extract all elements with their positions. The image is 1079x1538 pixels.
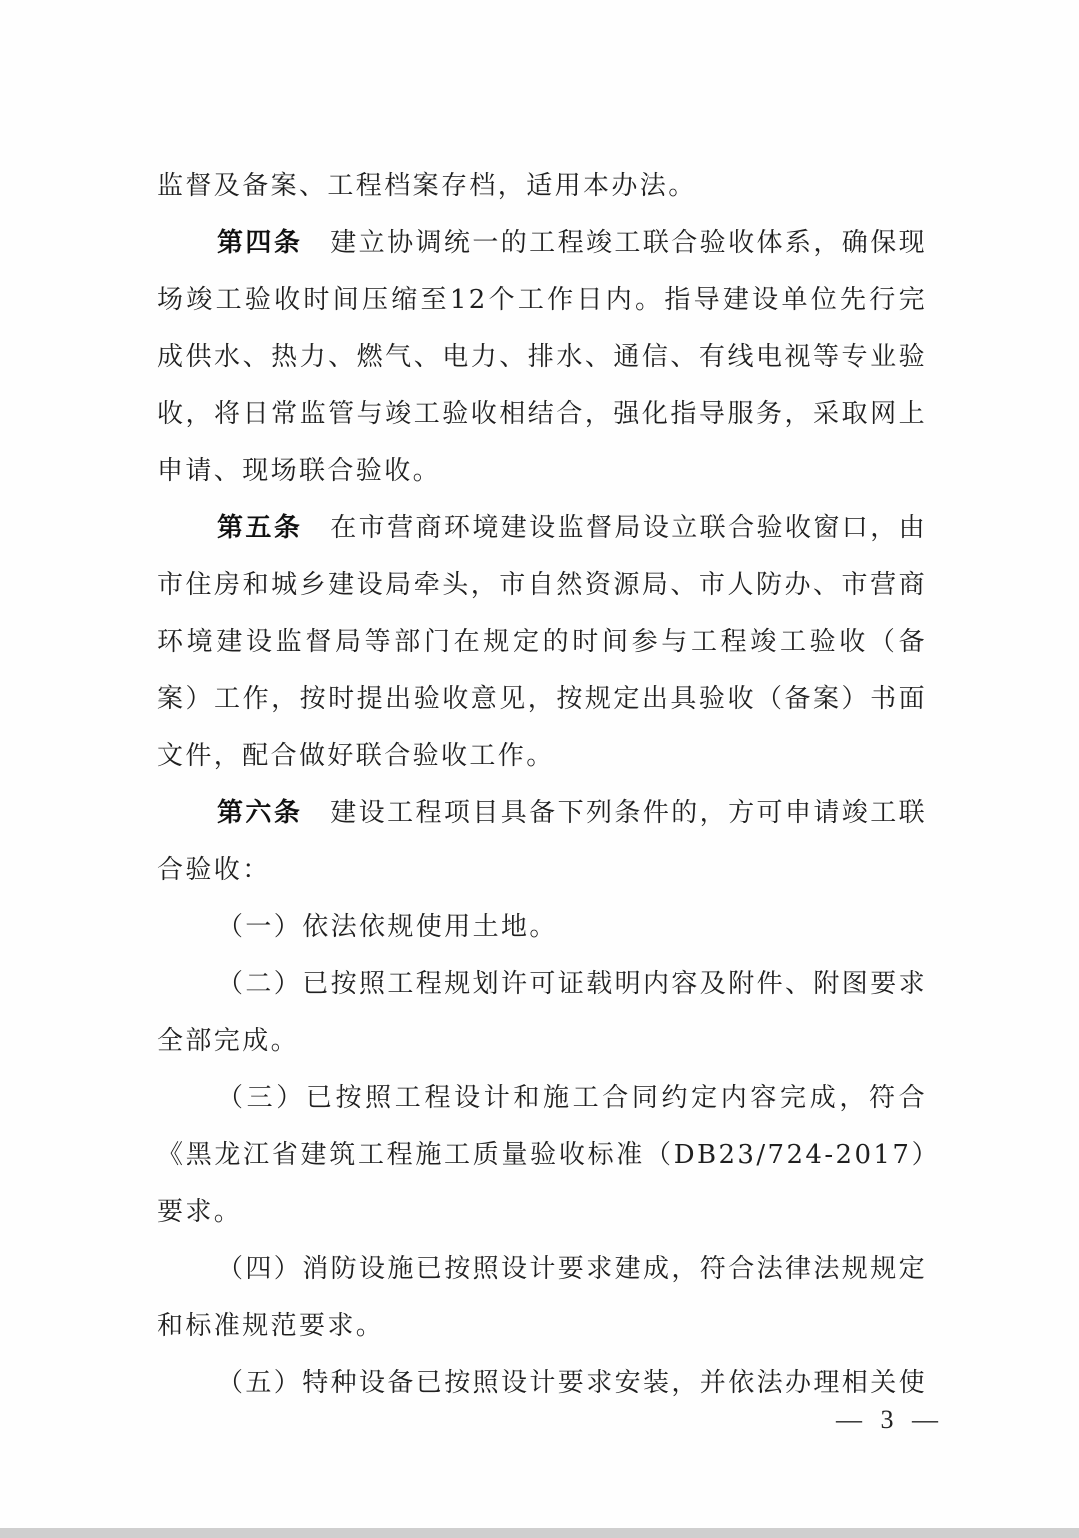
article-heading: 第六条: [217, 798, 303, 828]
page-bottom-edge: [0, 1528, 1079, 1538]
condition-item-1: [157, 899, 927, 956]
article-heading: 第四条: [217, 228, 303, 258]
condition-text: （三）已按照工程设计和施工合同约定内容完成，符合《黑龙江省建筑工程施工质量验收标准（DB23/724-2017）要求。: [157, 1083, 927, 1227]
article-5: [157, 500, 927, 785]
article-4: [157, 215, 927, 500]
article-text: 建设工程项目具备下列条件的，方可申请竣工联合验收：: [157, 798, 928, 885]
condition-text: （一）依法依规使用土地。: [217, 912, 558, 942]
article-text: 建立协调统一的工程竣工联合验收体系，确保现场竣工验收时间压缩至12个工作日内。指导建设单位先行完成供水、热力、燃气、电力、排水、通信、有线电视等专业验收，将日常监管与竣工验收相结合，强化指导服务，采取网上申请、现场联合验收。: [157, 228, 928, 486]
condition-item-2: [157, 956, 927, 1070]
body-text: [157, 158, 927, 1412]
page-number: — 3 —: [836, 1405, 944, 1434]
condition-text: （五）特种设备已按照设计要求安装，并依法办理相关使: [217, 1368, 928, 1398]
paragraph-text: 监督及备案、工程档案存档，适用本办法。: [157, 171, 697, 201]
article-text: 在市营商环境建设监督局设立联合验收窗口，由市住房和城乡建设局牵头，市自然资源局、市人防办、市营商环境建设监督局等部门在规定的时间参与工程竣工验收（备案）工作，按时提出验收意见，按规定出具验收（备案）书面文件，配合做好联合验收工作。: [157, 513, 928, 771]
condition-text: （四）消防设施已按照设计要求建成，符合法律法规规定和标准规范要求。: [157, 1254, 928, 1341]
paragraph-continuation: [157, 158, 927, 215]
article-6: [157, 785, 927, 899]
article-heading: 第五条: [217, 513, 303, 543]
condition-item-4: [157, 1241, 927, 1355]
condition-item-5: [157, 1355, 927, 1412]
condition-item-3: [157, 1070, 927, 1241]
condition-text: （二）已按照工程规划许可证载明内容及附件、附图要求全部完成。: [157, 969, 928, 1056]
